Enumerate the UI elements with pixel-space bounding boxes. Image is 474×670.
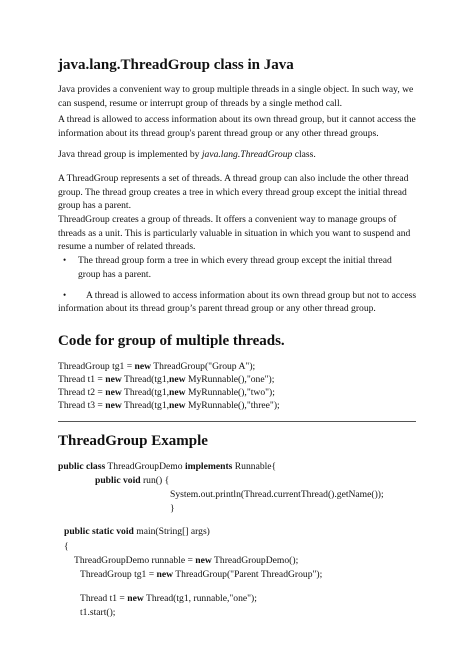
code-line: ThreadGroup tg1 = new ThreadGroup("Group A"); (58, 361, 256, 372)
paragraph-line: group. The thread group creates a tree in which every thread group except the initial thread (58, 186, 407, 198)
paragraph-line: A thread is allowed to access information about its own thread group, but it cannot access the (58, 114, 416, 125)
section-heading: Code for group of multiple threads. (58, 333, 285, 349)
code-line: ThreadGroup tg1 = new ThreadGroup("Parent ThreadGroup"); (80, 569, 323, 580)
paragraph-line: ThreadGroup creates a group of threads. It offers a convenient way to manage groups of (58, 214, 397, 225)
code-block-1 (58, 360, 280, 412)
section-heading: ThreadGroup Example (58, 433, 208, 449)
code-line: t1.start(); (80, 607, 116, 618)
paragraph-2 (58, 113, 416, 140)
page-title: java.lang.ThreadGroup class in Java (58, 57, 294, 73)
bullet-item (86, 289, 416, 303)
code-line: System.out.println(Thread.currentThread().getName()); (170, 489, 384, 500)
code-line: public void run() { (95, 475, 170, 486)
bullet-continuation: information about its thread group’s parent thread group or any other thread group. (58, 303, 376, 314)
paragraph-4 (58, 172, 408, 213)
bullet-line: The thread group form a tree in which every thread group except the initial thread (78, 255, 392, 266)
code-line: public class ThreadGroupDemo implements Runnable{ (58, 461, 277, 472)
intro-paragraph (58, 83, 413, 110)
paragraph-3 (58, 148, 316, 162)
code-line: { (64, 541, 69, 552)
paragraph-5 (58, 213, 410, 254)
code-line: Thread t1 = new Thread(tg1, runnable,"one"); (80, 593, 257, 604)
code-line: Thread t1 = new Thread(tg1,new MyRunnable(),"one"); (58, 374, 275, 385)
paragraph-text: Java thread group is implemented by (58, 149, 202, 160)
code-line: Thread t3 = new Thread(tg1,new MyRunnable(),"three"); (58, 400, 280, 411)
paragraph-line: threads as a unit. This is particularly valuable in situation in which you want to suspend and (58, 227, 411, 239)
bullet-item (78, 254, 392, 281)
class-name: java.lang.ThreadGroup (201, 149, 293, 160)
paragraph-text: class. (292, 149, 316, 160)
bullet-line: group has a parent. (78, 268, 151, 280)
horizontal-rule (58, 421, 416, 422)
code-line: public static void main(String[] args) (64, 526, 210, 537)
code-line: Thread t2 = new Thread(tg1,new MyRunnable(),"two"); (58, 387, 275, 398)
paragraph-line: information about its thread group's parent thread group or any other thread groups. (58, 127, 379, 139)
paragraph-line: group has a parent. (58, 200, 131, 211)
code-line: ThreadGroupDemo runnable = new ThreadGroupDemo(); (74, 555, 299, 566)
paragraph-line: resume a number of related threads. (58, 241, 196, 252)
intro-line: can suspend, resume or interrupt group of threads by a single method call. (58, 97, 343, 109)
bullet-icon: • (63, 255, 67, 265)
paragraph-line: A ThreadGroup represents a set of threads. A thread group can also include the other thread (58, 173, 409, 184)
bullet-line: A thread is allowed to access information about its own thread group but not to access (86, 290, 417, 301)
bullet-icon: • (63, 290, 67, 300)
code-line: } (170, 503, 175, 514)
intro-line: Java provides a convenient way to group multiple threads in a single object. In such way, we (58, 84, 414, 95)
